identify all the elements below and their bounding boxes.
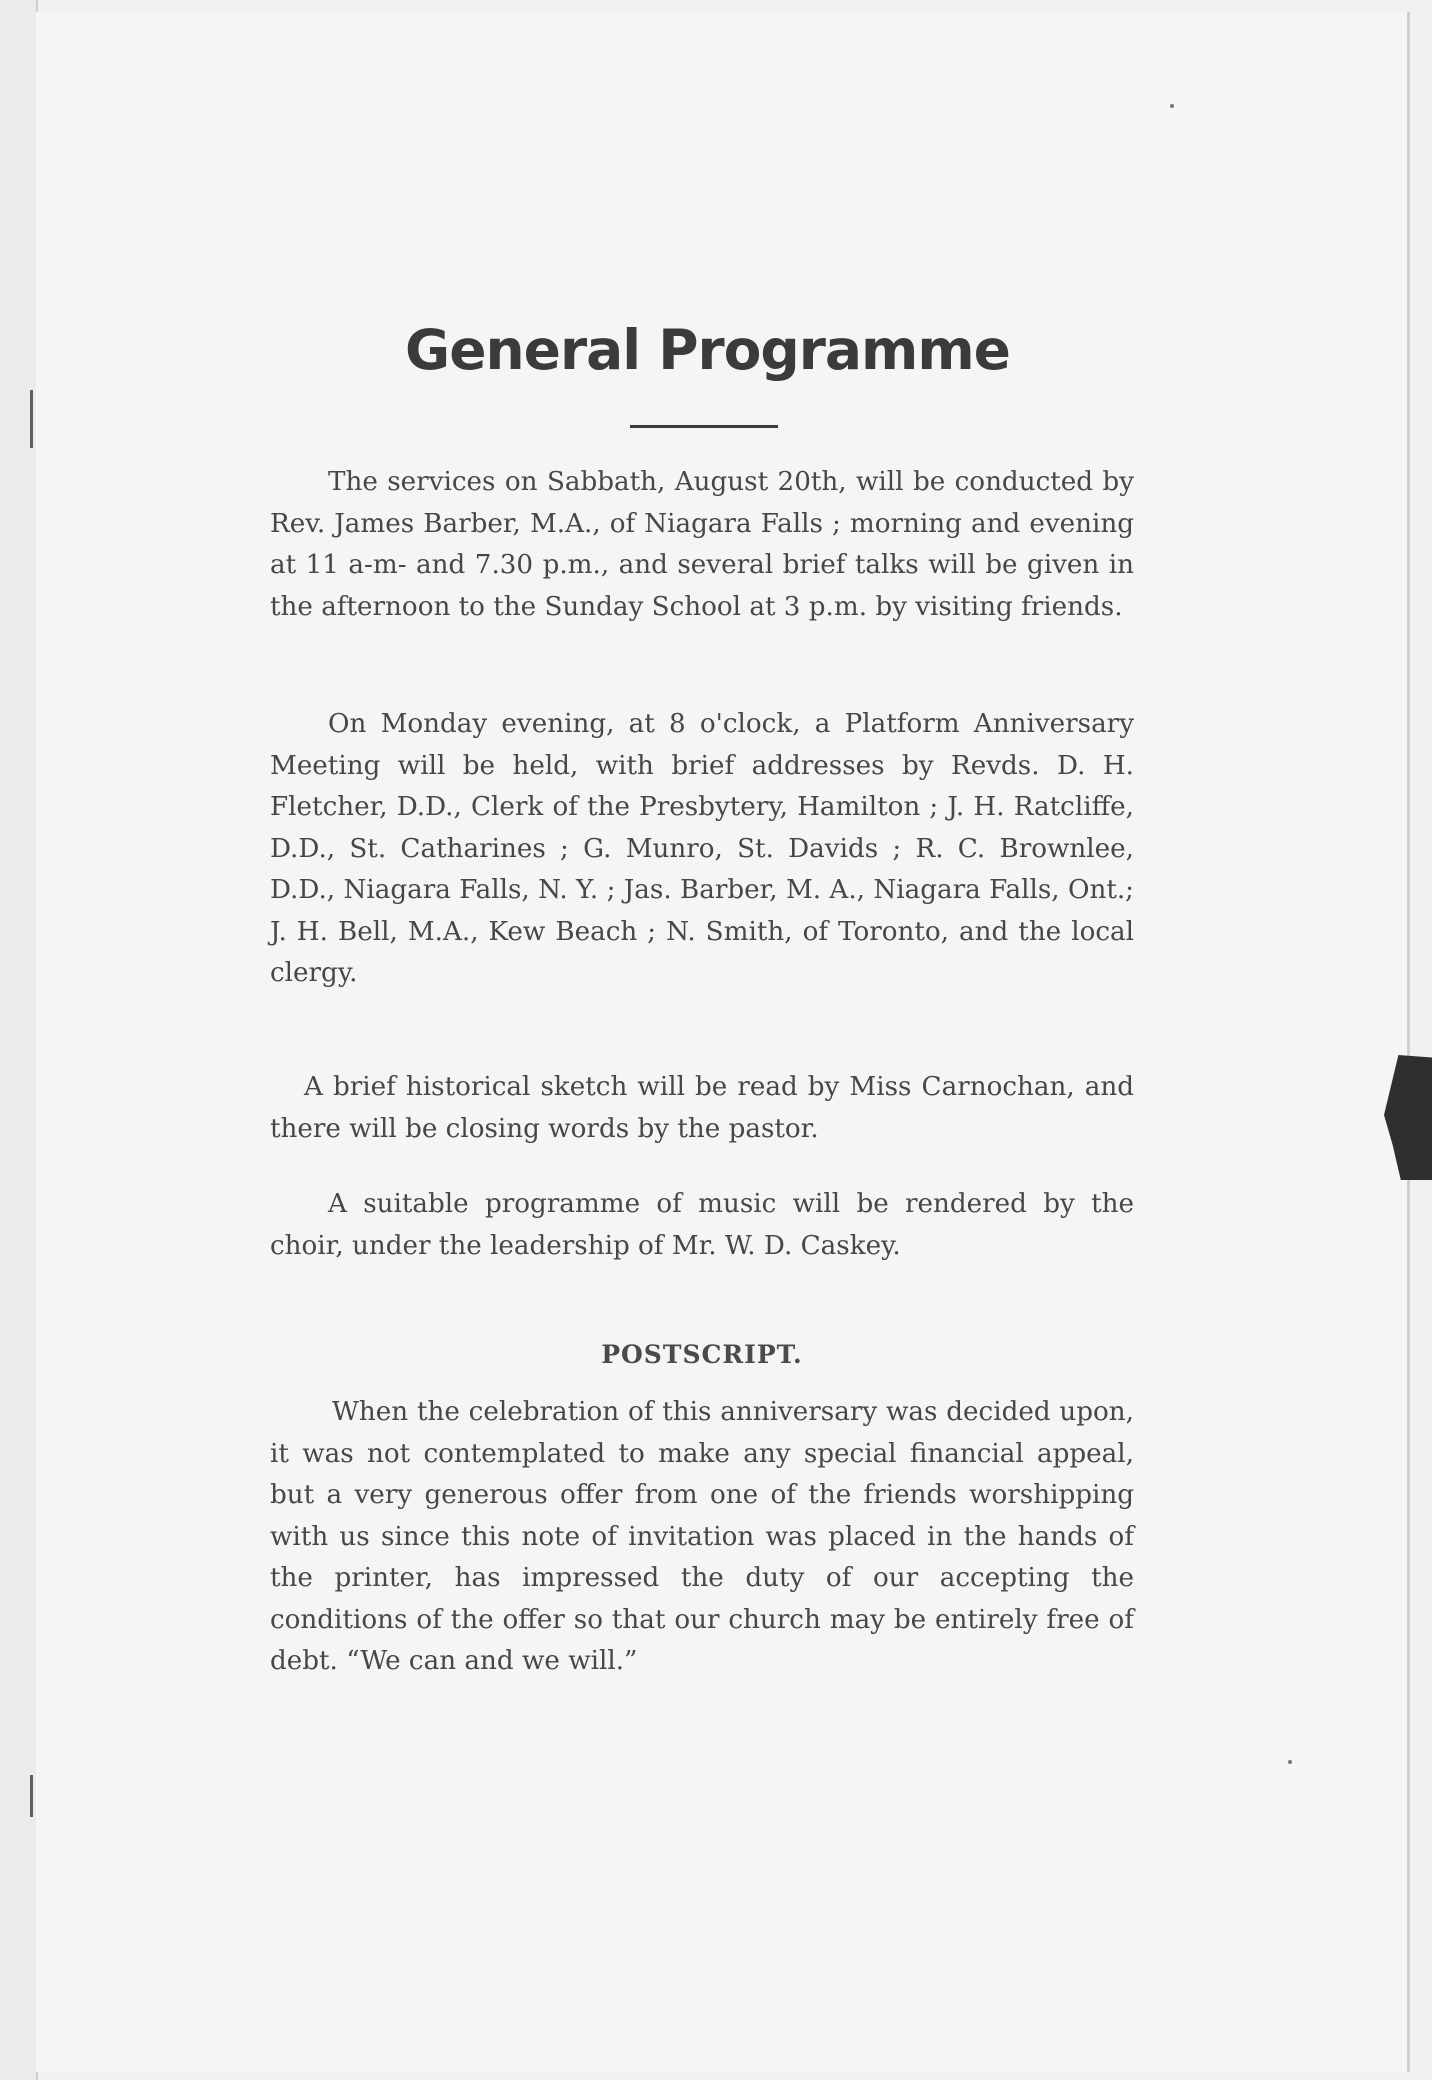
paper-speck (1170, 104, 1174, 108)
historical-sketch-paragraph: A brief historical sketch will be read by Miss Carnochan, and there will be closing words by the pastor. (270, 1072, 1134, 1144)
binding-mark (30, 390, 33, 448)
music-paragraph: A suitable programme of music will be rendered by the choir, under the leadership of Mr. W. D. Caskey. (270, 1189, 1134, 1261)
title-divider (630, 425, 778, 428)
postscript-heading: POSTSCRIPT. (601, 1340, 803, 1369)
binding-edge (0, 0, 38, 2080)
sabbath-services-paragraph: The services on Sabbath, August 20th, will be conducted by Rev. James Barber, M.A., of Niagara Falls ; morning and evening at 11 a-m- and 7.30 p.m., and several brief talks will be given in the afternoon to the Sunday School at 3 p.m. by visiting friends. (270, 467, 1134, 622)
paper-speck (1288, 1760, 1292, 1764)
postscript-paragraph: When the celebration of this anniversary was decided upon, it was not contemplated to make any special financial appeal, but a very generous offer from one of the friends worshipping with us since this note of invitation was placed in the hands of the printer, has impressed the duty of our accepting the conditions of the offer so that our church may be entirely free of debt. “We can and we will.” (270, 1397, 1134, 1676)
page-title: General Programme (405, 318, 1010, 382)
binding-mark (30, 1775, 33, 1817)
monday-meeting-paragraph: On Monday evening, at 8 o'clock, a Platform Anniversary Meeting will be held, with brief addresses by Revds. D. H. Fletcher, D.D., Clerk of the Presbytery, Hamilton ; J. H. Ratcliffe, D.D., St. Catharines ; G. Munro, St. Davids ; R. C. Brownlee, D.D., Niagara Falls, N. Y. ; Jas. Barber, M. A., Niagara Falls, Ont.; J. H. Bell, M.A., Kew Beach ; N. Smith, of Toronto, and the local clergy. (270, 709, 1134, 988)
